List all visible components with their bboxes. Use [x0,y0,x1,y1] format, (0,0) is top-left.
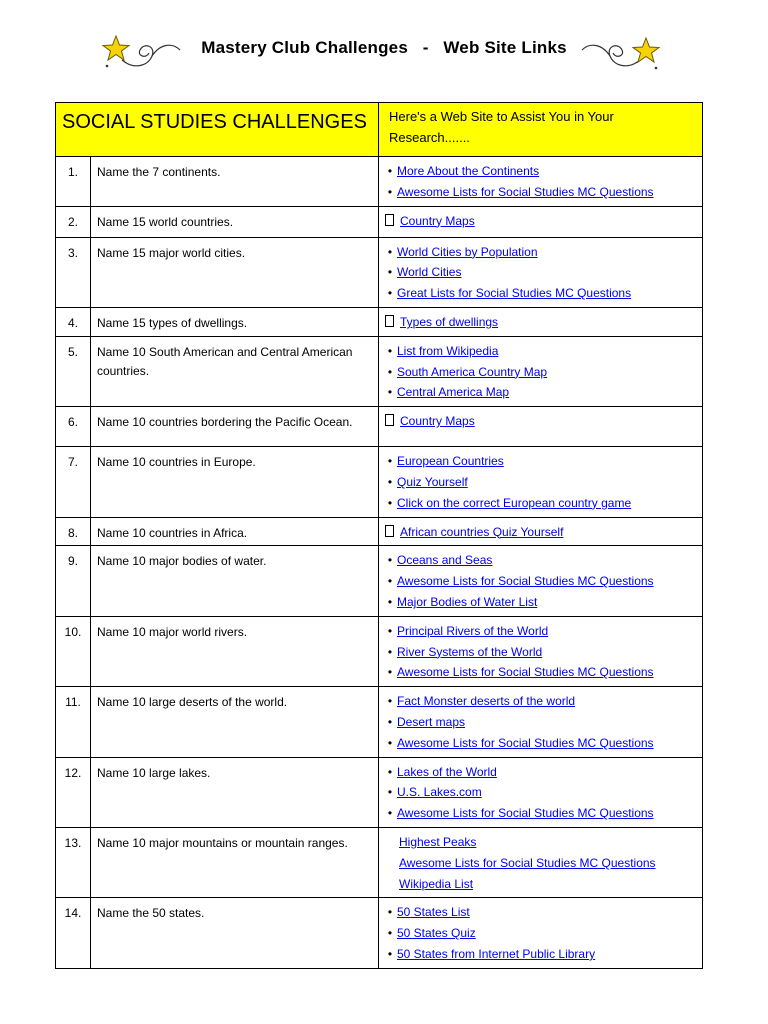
challenge-text: Name 10 countries in Africa. [91,517,379,546]
bullet-icon: • [387,164,393,178]
resource-link[interactable]: Awesome Lists for Social Studies MC Questions [399,855,656,870]
table-row [56,206,703,237]
checkbox-icon [385,525,394,537]
list-item [385,472,698,493]
links-cell [379,407,703,447]
resource-link[interactable]: 50 States Quiz [397,926,476,941]
resource-link[interactable]: World Cities [397,265,462,280]
bullet-icon: • [387,184,393,199]
link-list [385,832,698,894]
table-row [56,898,703,968]
links-cell [379,616,703,686]
list-item [385,621,698,642]
list-item [385,382,698,403]
list-item [385,341,698,362]
checkbox-icon [385,214,394,226]
bullet-icon: • [387,665,393,680]
links-cell [379,307,703,336]
list-item [385,242,698,263]
list-item [385,592,698,613]
challenge-text: Name 15 world countries. [91,206,379,237]
list-item [385,571,698,592]
link-list [385,312,698,333]
challenge-text: Name 10 large lakes. [91,757,379,827]
resource-link[interactable]: 50 States List [397,905,470,920]
link-list [385,211,698,232]
link-list [385,341,698,403]
challenge-text: Name 10 countries bordering the Pacific Ocean. [91,407,379,447]
list-item [385,362,698,383]
links-cell [379,546,703,616]
resource-link[interactable]: Awesome Lists for Social Studies MC Questions [397,806,654,821]
resource-link[interactable]: List from Wikipedia [397,343,499,358]
row-number: 9. [56,546,91,616]
bullet-icon: • [387,926,393,941]
resource-link[interactable]: Great Lists for Social Studies MC Questions [397,286,632,301]
links-cell [379,336,703,406]
list-item [385,691,698,712]
resource-link[interactable]: Desert maps [397,714,466,729]
list-item [385,902,698,923]
resource-link[interactable]: World Cities by Population [397,244,538,259]
checkbox-icon [385,315,394,327]
challenge-text: Name the 7 continents. [91,157,379,207]
links-cell [379,517,703,546]
resource-link[interactable]: European Countries [397,454,504,469]
resource-link[interactable]: Awesome Lists for Social Studies MC Questions [397,735,654,750]
list-item [385,522,698,543]
bullet-icon: • [387,905,393,920]
challenge-text: Name 15 major world cities. [91,237,379,307]
row-number: 8. [56,517,91,546]
title-row [0,30,768,74]
row-number: 7. [56,447,91,517]
links-cell [379,157,703,207]
resource-link[interactable]: Awesome Lists for Social Studies MC Questions [397,574,654,589]
resource-link[interactable]: Highest Peaks [399,834,477,849]
list-item [385,182,698,203]
list-item [385,161,698,182]
challenge-text: Name the 50 states. [91,898,379,968]
bullet-icon: • [387,286,393,301]
row-number: 5. [56,336,91,406]
list-item [385,803,698,824]
resource-link[interactable]: U.S. Lakes.com [397,785,482,800]
list-item [385,733,698,754]
resource-link[interactable]: African countries Quiz Yourself [400,524,564,539]
bullet-icon: • [387,454,393,469]
row-number: 1. [56,157,91,207]
challenge-text: Name 10 large deserts of the world. [91,687,379,757]
links-cell [379,206,703,237]
link-list [385,691,698,753]
links-cell [379,827,703,897]
header-website: Here's a Web Site to Assist You in Your Research....... [379,103,703,157]
table-header-row [56,103,703,157]
challenge-text: Name 10 major mountains or mountain ranges. [91,827,379,897]
resource-link[interactable]: Awesome Lists for Social Studies MC Questions [397,184,654,199]
link-list [385,161,698,203]
resource-link[interactable]: Country Maps [400,213,475,228]
challenge-text: Name 10 countries in Europe. [91,447,379,517]
bullet-icon: • [387,785,393,800]
table-row [56,517,703,546]
bullet-icon: • [387,343,393,358]
link-list [385,550,698,612]
row-number: 11. [56,687,91,757]
links-cell [379,237,703,307]
bullet-icon: • [387,474,393,489]
bullet-icon: • [387,946,393,961]
bullet-icon: • [387,806,393,821]
resource-link[interactable]: Major Bodies of Water List [397,594,538,609]
row-number: 12. [56,757,91,827]
table-row [56,157,703,207]
bullet-icon: • [387,644,393,659]
list-item [385,874,698,895]
row-number: 3. [56,237,91,307]
resource-link[interactable]: Principal Rivers of the World [397,623,549,638]
resource-link[interactable]: Types of dwellings [400,314,499,329]
table-row [56,447,703,517]
link-list [385,762,698,824]
resource-link[interactable]: Click on the correct European country game [397,495,632,510]
resource-link[interactable]: Oceans and Seas [397,553,493,568]
list-item [385,944,698,965]
resource-link[interactable]: 50 States from Internet Public Library [397,946,596,961]
table-row [56,237,703,307]
bullet-icon: • [387,714,393,729]
table-row [56,546,703,616]
links-cell [379,447,703,517]
list-item [385,762,698,783]
list-item [385,411,698,432]
resource-link[interactable]: Lakes of the World [397,764,497,779]
row-number: 6. [56,407,91,447]
link-list [385,522,698,543]
links-cell [379,757,703,827]
links-cell [379,687,703,757]
bullet-icon: • [387,623,393,638]
resource-link[interactable]: Central America Map [397,385,510,400]
list-item [385,832,698,853]
link-list [385,621,698,683]
list-item [385,853,698,874]
star-swirl-right-icon [580,30,662,74]
table-row [56,687,703,757]
row-number: 14. [56,898,91,968]
bullet-icon: • [387,265,393,280]
list-item [385,662,698,683]
link-list [385,242,698,304]
resource-link[interactable]: Awesome Lists for Social Studies MC Questions [397,665,654,680]
resource-link[interactable]: Quiz Yourself [397,474,468,489]
table-row [56,757,703,827]
challenge-text: Name 10 major bodies of water. [91,546,379,616]
resource-link[interactable]: Country Maps [400,414,475,429]
row-number: 10. [56,616,91,686]
row-number: 13. [56,827,91,897]
link-list [385,451,698,513]
list-item [385,312,698,333]
bullet-icon: • [387,574,393,589]
bullet-icon: • [387,364,393,379]
list-item [385,642,698,663]
link-list [385,902,698,964]
resource-link[interactable]: South America Country Map [397,364,548,379]
list-item [385,923,698,944]
links-cell [379,898,703,968]
challenge-text: Name 10 South American and Central American countries. [91,336,379,406]
bullet-icon: • [387,495,393,510]
table-row [56,336,703,406]
bullet-icon: • [387,735,393,750]
bullet-icon: • [387,244,393,259]
challenge-text: Name 10 major world rivers. [91,616,379,686]
resource-link[interactable]: Fact Monster deserts of the world [397,694,576,709]
list-item [385,283,698,304]
bullet-icon: • [387,694,393,709]
table-row [56,827,703,897]
bullet-icon: • [387,553,393,568]
list-item [385,550,698,571]
resource-link[interactable]: Wikipedia List [399,876,474,891]
table-row [56,307,703,336]
list-item [385,211,698,232]
header-challenges: SOCIAL STUDIES CHALLENGES [56,103,379,157]
challenges-table [55,102,703,969]
table-row [56,407,703,447]
checkbox-icon [385,414,394,426]
row-number: 2. [56,206,91,237]
bullet-icon: • [387,764,393,779]
list-item [385,493,698,514]
row-number: 4. [56,307,91,336]
bullet-icon: • [387,594,393,609]
challenge-text: Name 15 types of dwellings. [91,307,379,336]
list-item [385,782,698,803]
resource-link[interactable]: More About the Continents [397,164,540,178]
list-item [385,262,698,283]
list-item [385,712,698,733]
page-title: Mastery Club Challenges - Web Site Links [201,38,567,57]
bullet-icon: • [387,385,393,400]
list-item [385,451,698,472]
table-row [56,616,703,686]
link-list [385,411,698,432]
resource-link[interactable]: River Systems of the World [397,644,543,659]
